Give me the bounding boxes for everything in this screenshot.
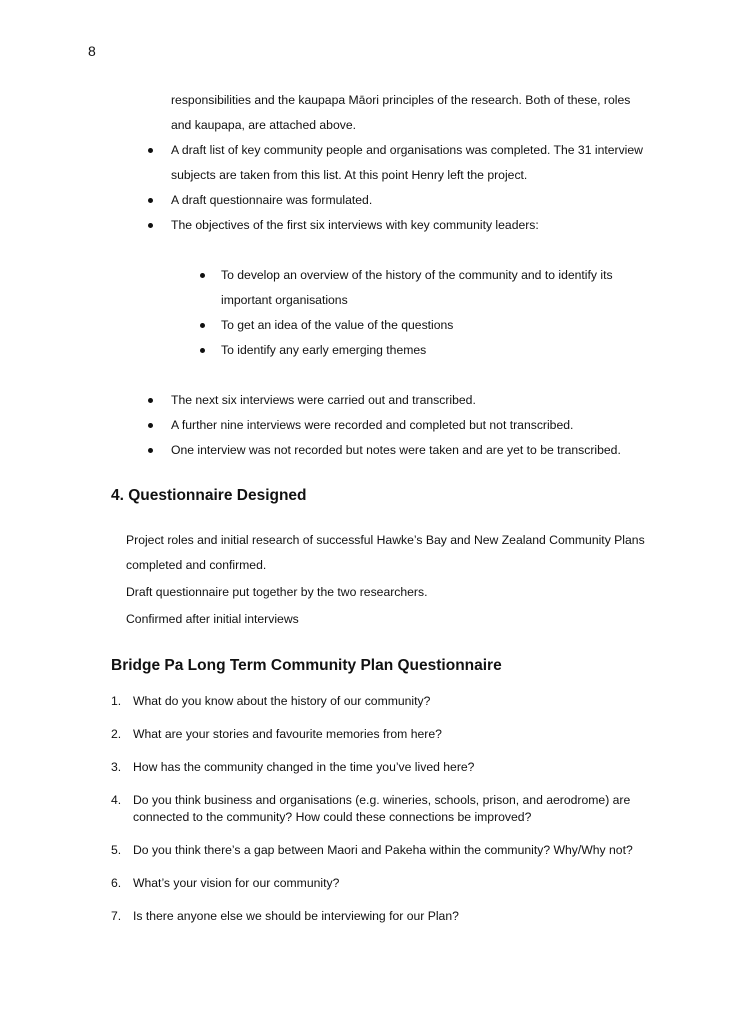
section-heading: 4. Questionnaire Designed xyxy=(111,487,307,504)
question-text: What are your stories and favourite memories from here? xyxy=(133,727,442,741)
continuation-text: responsibilities and the kaupapa Māori principles of the research. Both of these, roles and kaupapa, are attached above. xyxy=(171,93,631,132)
list-item xyxy=(0,759,638,776)
section-body xyxy=(126,528,646,632)
questionnaire-list xyxy=(0,693,731,941)
list-item xyxy=(0,875,638,892)
question-text: What’s your vision for our community? xyxy=(133,876,340,890)
list-item xyxy=(0,313,651,338)
question-text: What do you know about the history of our community? xyxy=(133,694,431,708)
list-item xyxy=(0,188,651,213)
list-item-text: To get an idea of the value of the questions xyxy=(221,318,454,332)
section-paragraph: Project roles and initial research of successful Hawke’s Bay and New Zealand Community Plans completed and confirmed. xyxy=(126,533,645,572)
bullet-icon xyxy=(148,198,153,203)
question-text: Do you think there’s a gap between Maori and Pakeha within the community? Why/Why not? xyxy=(133,843,633,857)
list-item xyxy=(0,388,651,413)
list-item xyxy=(0,792,638,826)
list-item xyxy=(0,842,638,859)
list-item xyxy=(0,908,638,925)
bullet-icon xyxy=(148,148,153,153)
question-number: 4. xyxy=(111,793,122,807)
bullet-icon xyxy=(148,423,153,428)
bullet-icon xyxy=(148,398,153,403)
list-item-text: One interview was not recorded but notes were taken and are yet to be transcribed. xyxy=(171,443,621,457)
list-item-text: To develop an overview of the history of the community and to identify its important organisations xyxy=(221,268,613,307)
list-item xyxy=(0,693,638,710)
bullet-icon xyxy=(200,273,205,278)
question-number: 3. xyxy=(111,760,122,774)
list-item xyxy=(0,338,651,363)
question-number: 7. xyxy=(111,909,122,923)
bullet-icon xyxy=(200,348,205,353)
list-item-text: To identify any early emerging themes xyxy=(221,343,427,357)
bullet-icon xyxy=(148,448,153,453)
question-text: Do you think business and organisations (e.g. wineries, schools, prison, and aerodrome) are connected to the community? How could these connections be improved? xyxy=(133,793,631,824)
question-text: How has the community changed in the time you’ve lived here? xyxy=(133,760,475,774)
list-item xyxy=(0,138,651,188)
list-item-text: A draft questionnaire was formulated. xyxy=(171,193,373,207)
list-item xyxy=(0,726,638,743)
page-number: 8 xyxy=(88,43,96,59)
list-item-text: A further nine interviews were recorded and completed but not transcribed. xyxy=(171,418,574,432)
bullet-list-interviews xyxy=(0,388,651,463)
list-item-text: The objectives of the first six interviews with key community leaders: xyxy=(171,218,539,232)
section-paragraph: Confirmed after initial interviews xyxy=(126,612,299,626)
question-number: 2. xyxy=(111,727,122,741)
question-number: 6. xyxy=(111,876,122,890)
bullet-icon xyxy=(200,323,205,328)
questionnaire-heading: Bridge Pa Long Term Community Plan Questionnaire xyxy=(111,657,502,674)
bullet-icon xyxy=(148,223,153,228)
list-item xyxy=(0,438,651,463)
bullet-list-objectives xyxy=(0,263,651,363)
question-text: Is there anyone else we should be interviewing for our Plan? xyxy=(133,909,459,923)
list-item xyxy=(0,413,651,438)
list-item xyxy=(0,213,651,238)
list-item xyxy=(0,263,651,313)
section-paragraph: Draft questionnaire put together by the two researchers. xyxy=(126,585,428,599)
list-item-text: The next six interviews were carried out and transcribed. xyxy=(171,393,476,407)
bullet-list-main xyxy=(0,138,651,238)
question-number: 5. xyxy=(111,843,122,857)
list-item-text: A draft list of key community people and organisations was completed. The 31 interview subjects are taken from this list. At this point Henry left the project. xyxy=(171,143,643,182)
question-number: 1. xyxy=(111,694,122,708)
